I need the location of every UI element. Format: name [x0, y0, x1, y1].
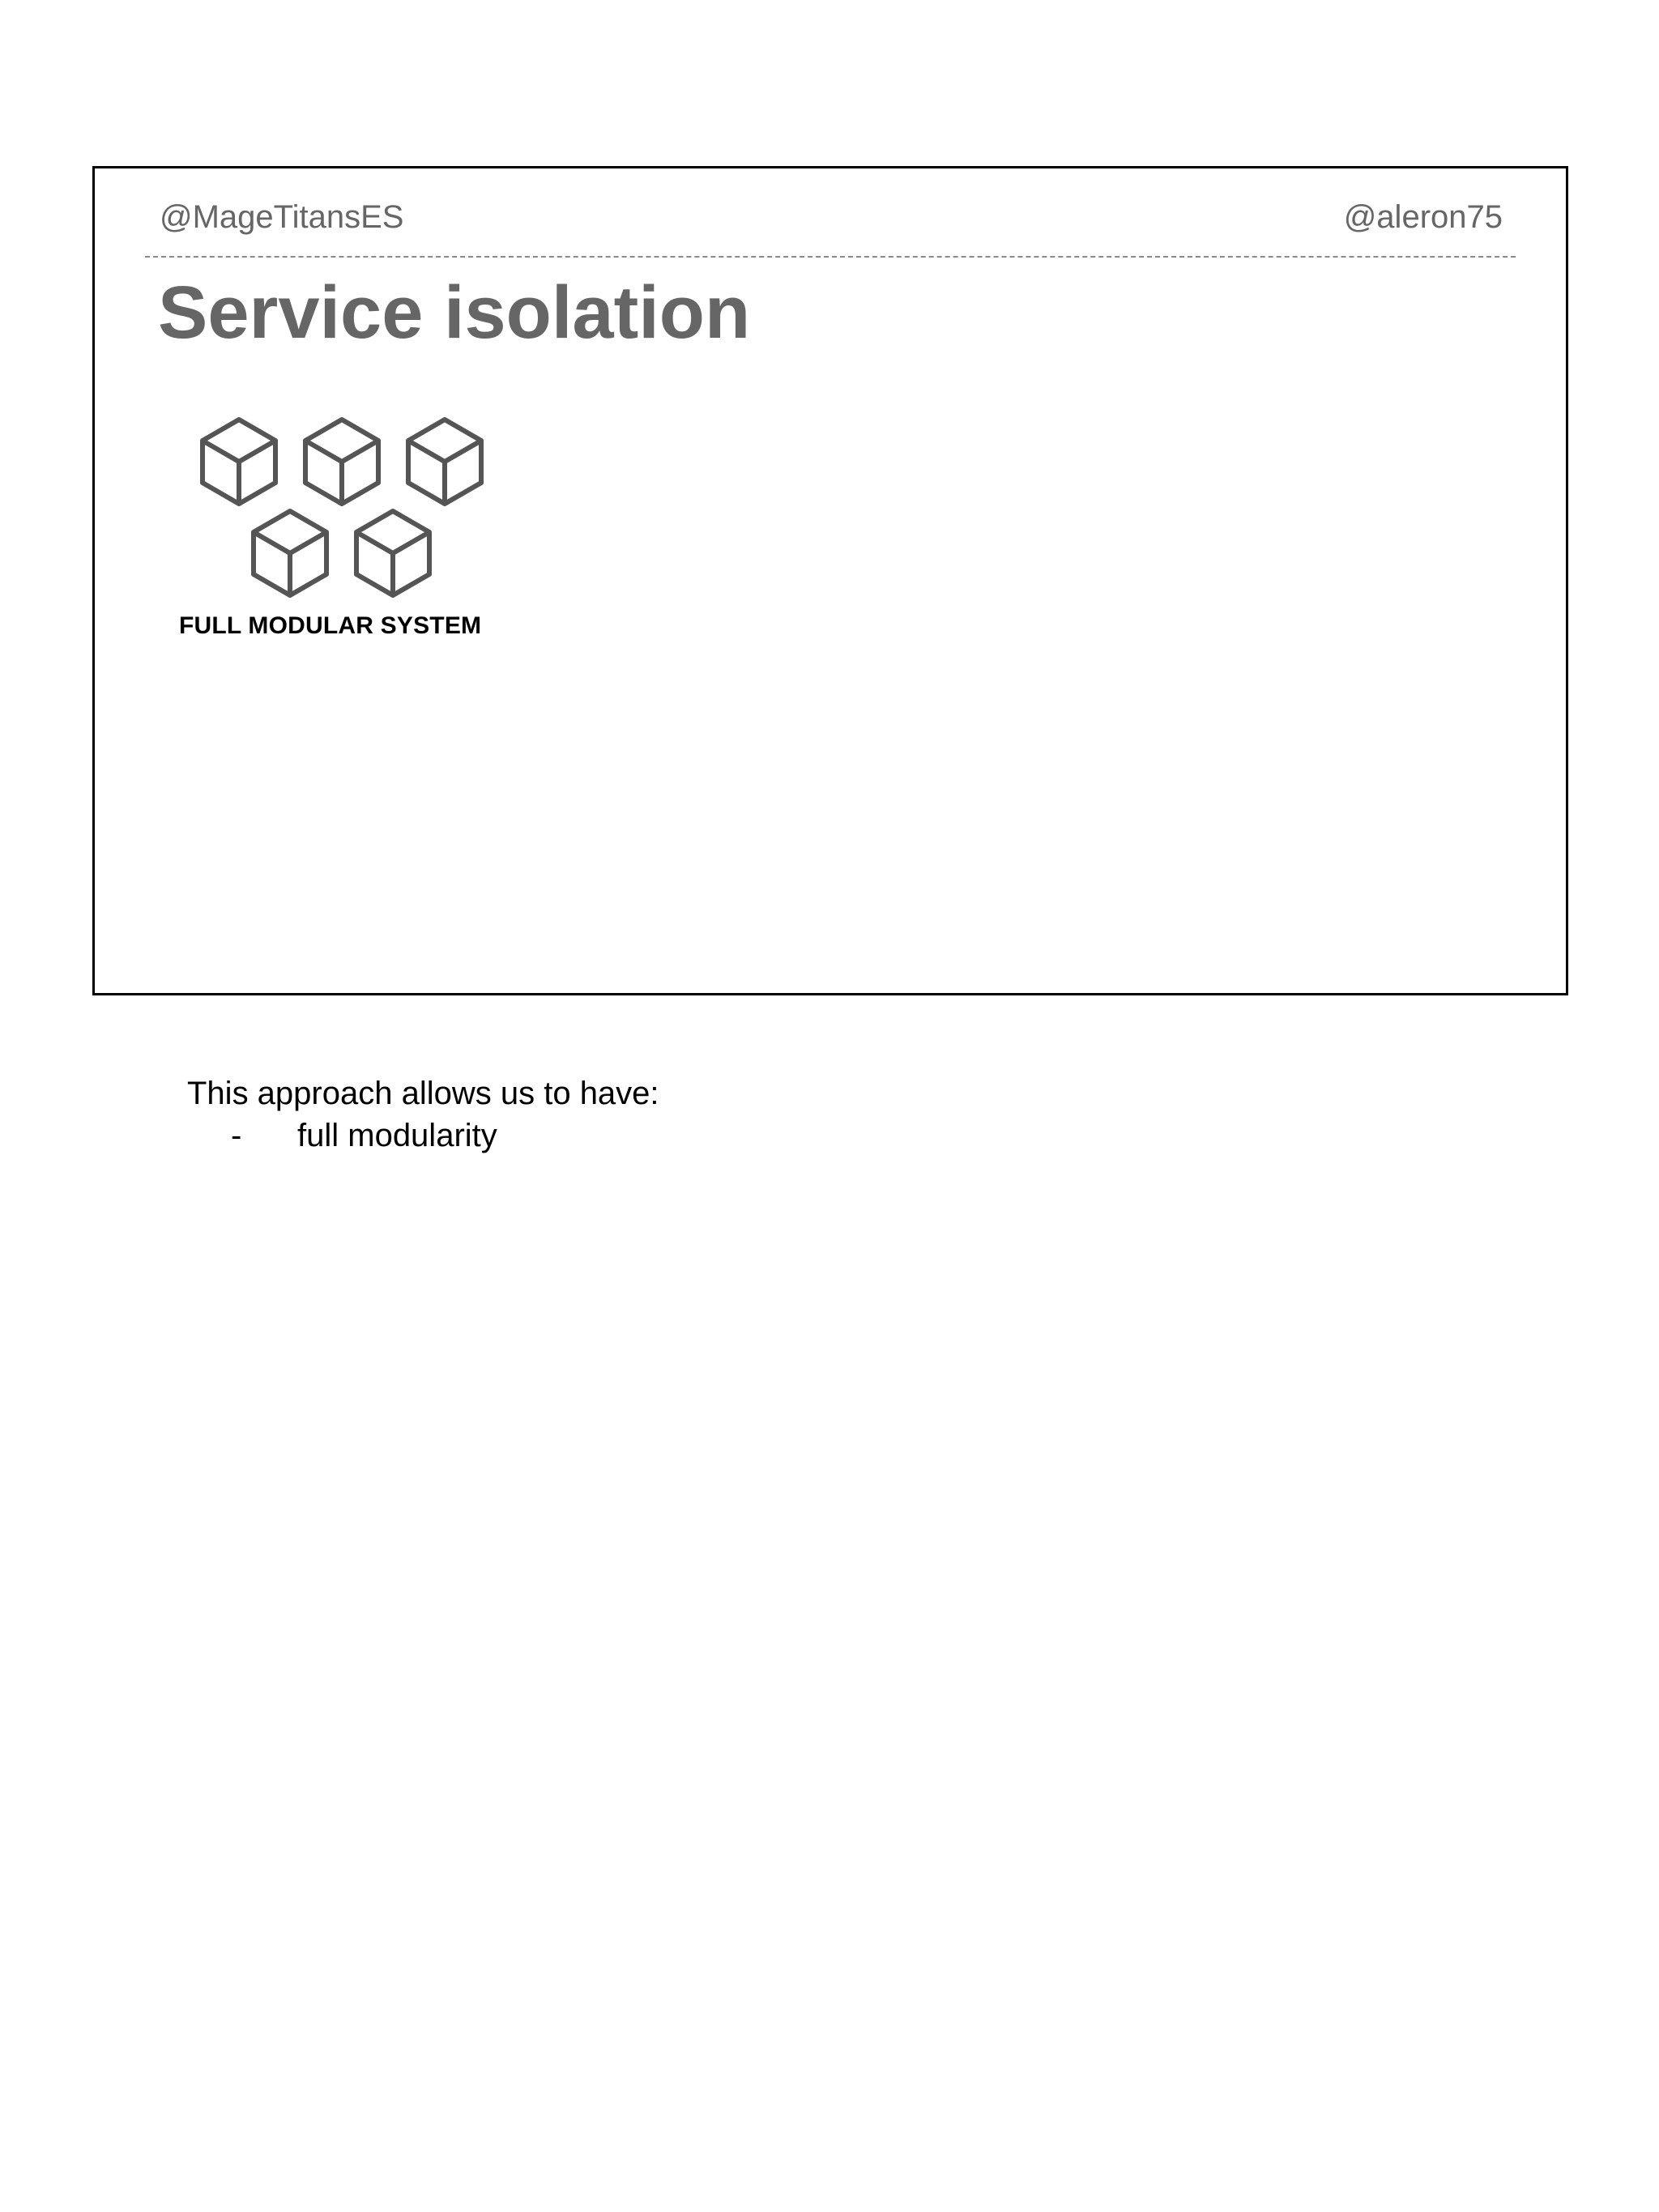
diagram-caption: FULL MODULAR SYSTEM — [179, 612, 482, 639]
slide-frame — [92, 166, 1568, 995]
notes-intro: This approach allows us to have: — [187, 1076, 659, 1111]
cube-icon — [203, 420, 275, 504]
cube-icon — [408, 420, 481, 504]
modular-cubes-diagram — [95, 168, 1571, 998]
handle-right: @aleron75 — [1343, 199, 1503, 235]
speaker-notes — [187, 1072, 659, 1157]
cube-icon — [254, 511, 326, 595]
slide-title: Service isolation — [158, 271, 751, 354]
list-item — [187, 1115, 659, 1157]
cube-icon — [305, 420, 378, 504]
handle-left: @MageTitansES — [160, 199, 404, 235]
list-bullet: - — [231, 1118, 242, 1153]
cube-icon — [356, 511, 429, 595]
list-item-text: full modularity — [297, 1118, 497, 1153]
